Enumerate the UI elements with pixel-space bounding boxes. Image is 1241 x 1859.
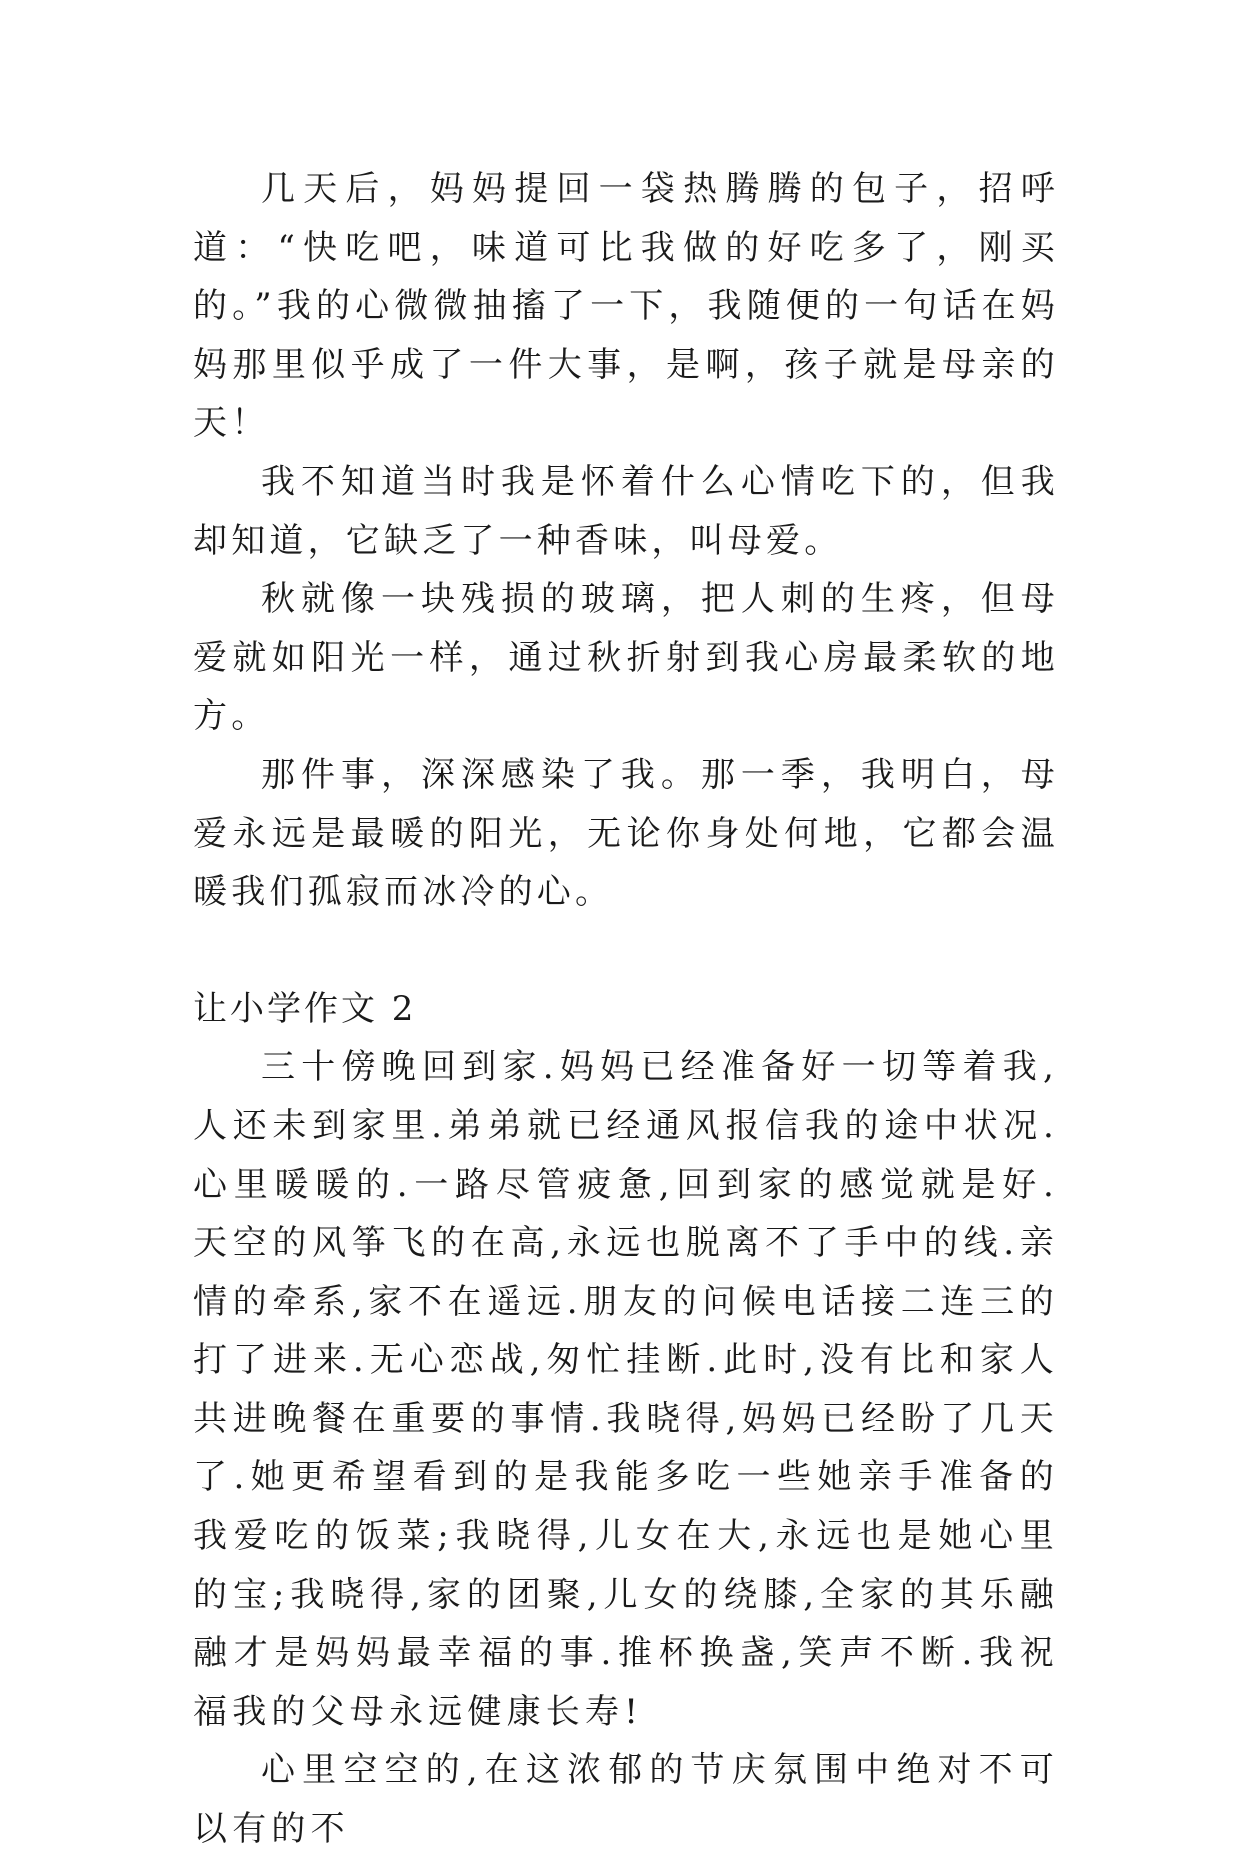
- essay1-paragraph-2: 我不知道当时我是怀着什么心情吃下的，但我却知道，它缺乏了一种香味，叫母爱。: [193, 461, 1059, 561]
- essay2-paragraph-2: 心里空空的,在这浓郁的节庆氛围中绝对不可以有的不: [193, 1750, 1059, 1850]
- essay2-title: 让小学作文 2: [193, 988, 417, 1029]
- essay1-paragraph-1: 几天后，妈妈提回一袋热腾腾的包子，招呼道：“快吃吧，味道可比我做的好吃多了，刚买的。”我的心微微抽搐了一下，我随便的一句话在妈妈那里似乎成了一件大事，是啊，孩子就是母亲的天！: [193, 169, 1059, 444]
- essay1-paragraph-3: 秋就像一块残损的玻璃，把人刺的生疼，但母爱就如阳光一样，通过秋折射到我心房最柔软的地方。: [193, 579, 1059, 737]
- essay2-body: [193, 1038, 1059, 1858]
- essay2-paragraph-1: 三十傍晚回到家.妈妈已经准备好一切等着我,人还未到家里.弟弟就已经通风报信我的途中状况.心里暖暖的.一路尽管疲惫,回到家的感觉就是好.天空的风筝飞的在高,永远也脱离不了手中的线.亲情的牵系,家不在遥远.朋友的问候电话接二连三的打了进来.无心恋战,匆忙挂断.此时,没有比和家人共进晚餐在重要的事情.我晓得,妈妈已经盼了几天了.她更希望看到的是我能多吃一些她亲手准备的我爱吃的饭菜;我晓得,儿女在大,永远也是她心里的宝;我晓得,家的团聚,儿女的绕膝,全家的其乐融融才是妈妈最幸福的事.推杯换盏,笑声不断.我祝福我的父母永远健康长寿!: [193, 1047, 1059, 1732]
- document-body: [193, 160, 1059, 1859]
- essay1-paragraph-4: 那件事，深深感染了我。那一季，我明白，母爱永远是最暖的阳光，无论你身处何地，它都会温暖我们孤寂而冰冷的心。: [193, 754, 1059, 913]
